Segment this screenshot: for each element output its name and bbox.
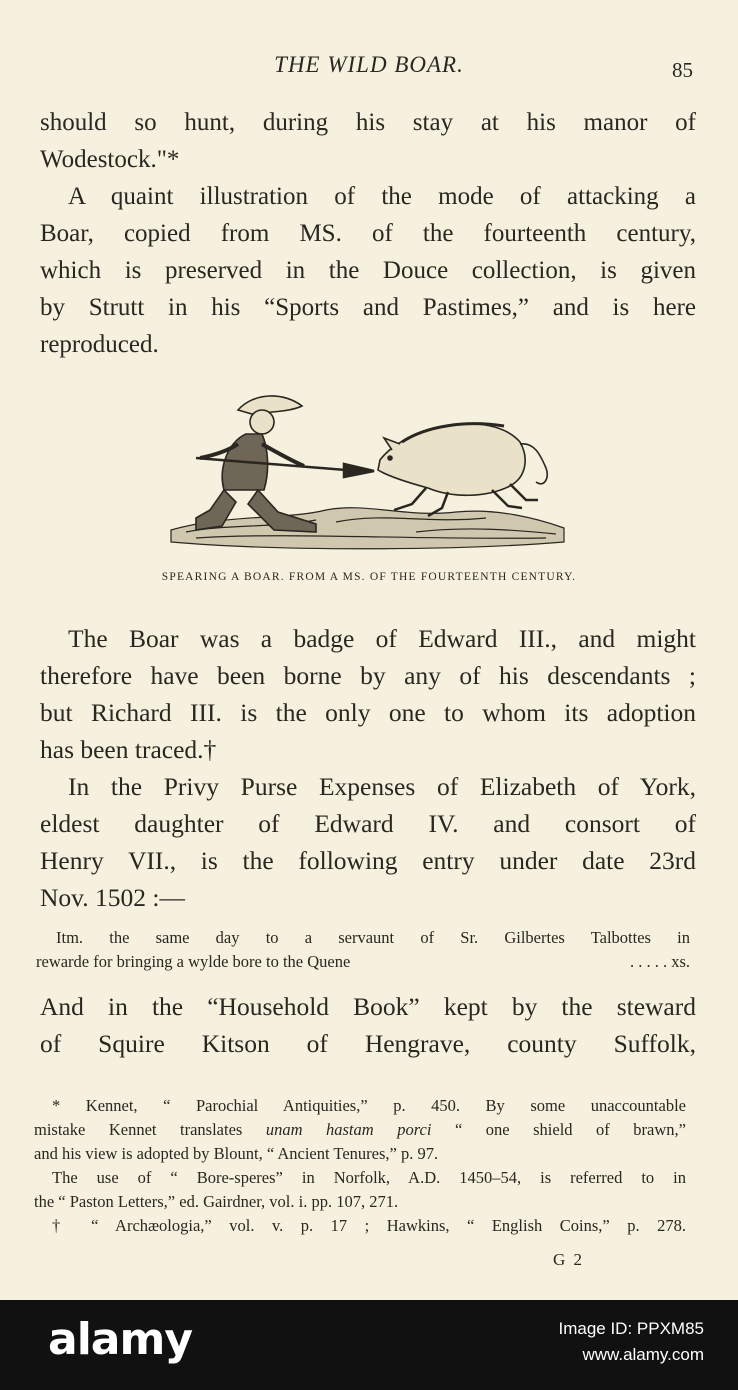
footnotes [34, 1094, 686, 1238]
paragraph-3 [40, 620, 696, 768]
text-line: And in the “Household Book” kept by the steward [40, 992, 696, 1021]
text-line: A quaint illustration of the mode of attacking a [68, 183, 696, 210]
watermark-info [558, 1316, 704, 1368]
text-line: Wodestock."* [40, 146, 180, 173]
watermark-url: www.alamy.com [582, 1345, 704, 1364]
paragraph-1 [40, 104, 696, 178]
text-line: rewarde for bringing a wylde bore to the Quene . . . . . xs. [36, 952, 690, 971]
boar-hunting-woodcut [166, 382, 566, 562]
text-line: of Squire Kitson of Hengrave, county Suffolk, [40, 1029, 696, 1058]
alamy-logo: alamy [48, 1314, 192, 1365]
text-line: Nov. 1502 :— [40, 883, 185, 912]
page-number: 85 [672, 58, 693, 82]
text-line: which is preserved in the Douce collection, is given [40, 257, 696, 284]
text-line: In the Privy Purse Expenses of Elizabeth of York, [68, 772, 696, 801]
woodcut-illustration [166, 382, 566, 562]
text-line: reproduced. [40, 331, 159, 358]
text-line: has been traced.† [40, 735, 217, 764]
text-line: therefore have been borne by any of his descendants ; [40, 661, 696, 690]
paragraph-5 [40, 988, 696, 1062]
text-line: Henry VII., is the following entry under date 23rd [40, 846, 696, 875]
boar [378, 424, 547, 516]
figure-caption: SPEARING A BOAR. FROM A MS. OF THE FOURTEENTH CENTURY. [161, 571, 577, 583]
footnote-line: mistake Kennet translates unam hastam porci “ one shield of brawn,” [34, 1120, 686, 1139]
footnote-line: † “ Archæologia,” vol. v. p. 17 ; Hawkins, “ English Coins,” p. 278. [52, 1216, 686, 1235]
text-line: by Strutt in his “Sports and Pastimes,” and is here [40, 294, 696, 321]
footnote-line: the “ Paston Letters,” ed. Gairdner, vol. i. pp. 107, 271. [34, 1192, 399, 1211]
footnote-line: The use of “ Bore-speres” in Norfolk, A.D. 1450–54, is referred to in [52, 1168, 686, 1187]
quoted-extract [36, 926, 690, 974]
paragraph-4 [40, 768, 696, 916]
image-id: Image ID: PPXM85 [558, 1319, 704, 1338]
text-line: eldest daughter of Edward IV. and consort of [40, 809, 696, 838]
signature-mark: G 2 [553, 1250, 585, 1269]
text-line: The Boar was a badge of Edward III., and might [68, 624, 696, 653]
footnote-line: and his view is adopted by Blount, “ Ancient Tenures,” p. 97. [34, 1144, 439, 1163]
text-line: should so hunt, during his stay at his manor of [40, 109, 696, 136]
footnote-line: * Kennet, “ Parochial Antiquities,” p. 450. By some unaccountable [52, 1096, 686, 1115]
text-line: Boar, copied from MS. of the fourteenth century, [40, 220, 696, 247]
running-head: THE WILD BOAR. [274, 52, 464, 77]
stock-watermark-bar [0, 1300, 738, 1390]
text-line: Itm. the same day to a servaunt of Sr. Gilbertes Talbottes in [56, 928, 690, 947]
paragraph-2 [40, 178, 696, 363]
text-line: but Richard III. is the only one to whom its adoption [40, 698, 696, 727]
